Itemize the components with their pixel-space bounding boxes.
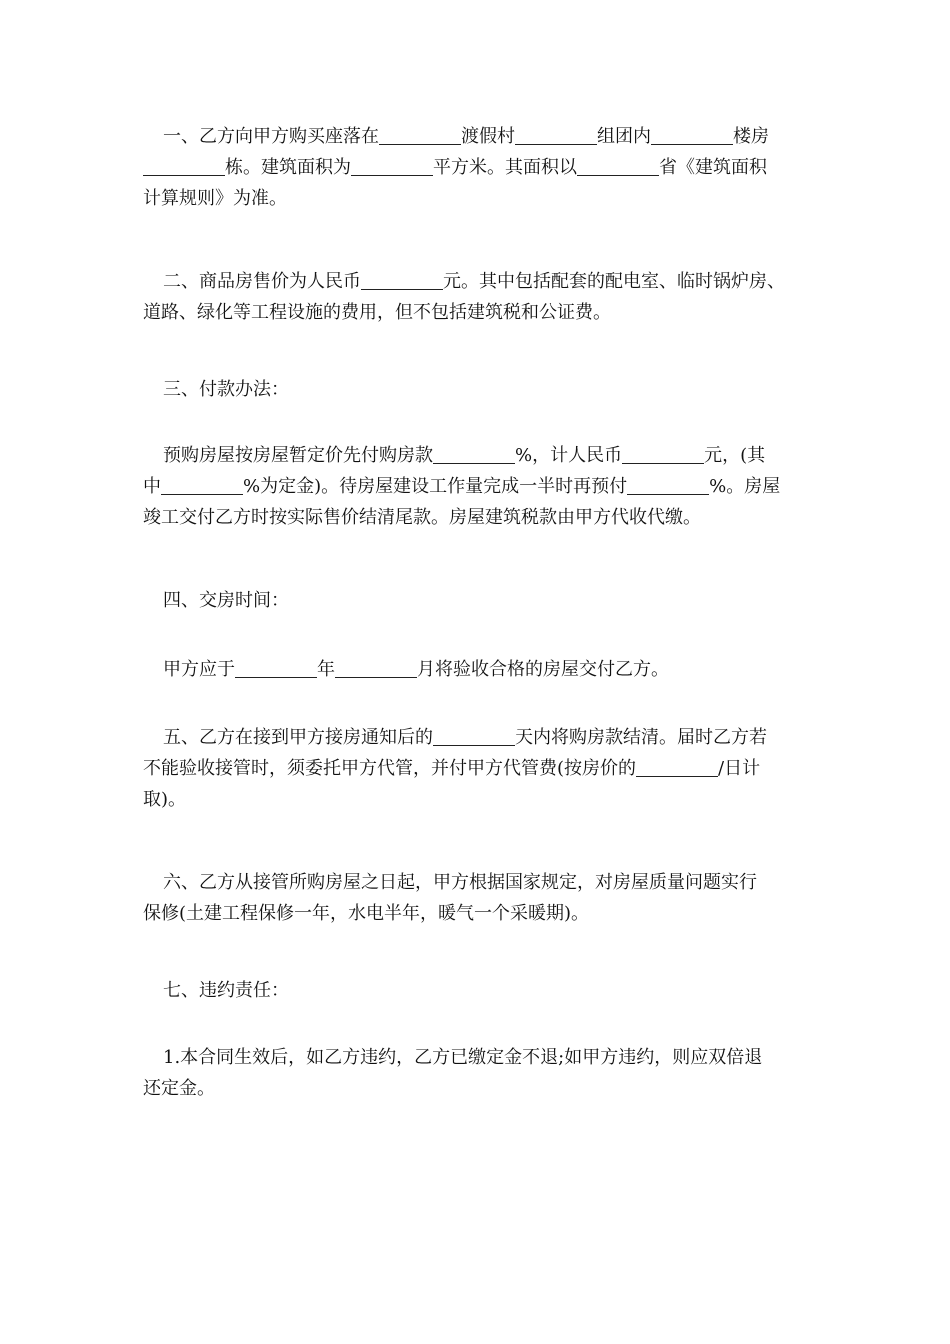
- text-line: 栋。建筑面积为 平方米。其面积以 省《建筑面积: [143, 152, 823, 183]
- fill-in-blank: [515, 126, 597, 145]
- fill-in-blank: [361, 271, 443, 290]
- fill-in-blank: [651, 126, 733, 145]
- text-line: 还定金。: [143, 1078, 215, 1099]
- clause-5-settlement: [143, 722, 823, 815]
- text-line: 二、商品房售价为人民币 元。其中包括配套的配电室、临时锅炉房、: [163, 271, 785, 292]
- text-line: 预购房屋按房屋暂定价先付购房款 %，计人民币 元，(其: [163, 445, 766, 466]
- text-line: 竣工交付乙方时按实际售价结清尾款。房屋建筑税款由甲方代收代缴。: [143, 507, 701, 528]
- clause-2-sale-price: [143, 266, 823, 328]
- text-line: 取)。: [143, 789, 187, 810]
- fill-in-blank: [622, 445, 704, 464]
- fill-in-blank: [379, 126, 461, 145]
- clause-1-purchase-property: [143, 121, 823, 214]
- fill-in-blank: [143, 157, 225, 176]
- fill-in-blank: [335, 659, 417, 678]
- fill-in-blank: [433, 445, 515, 464]
- text-line: 中 %为定金)。待房屋建设工作量完成一半时再预付 %。房屋: [143, 476, 781, 497]
- text-line: 六、乙方从接管所购房屋之日起，甲方根据国家规定，对房屋质量问题实行: [163, 872, 757, 893]
- text-line: 计算规则》为准。: [143, 188, 287, 209]
- fill-in-blank: [577, 157, 659, 176]
- text-line: 一、乙方向甲方购买座落在 渡假村 组团内 楼房: [163, 126, 769, 147]
- text-line: 保修(土建工程保修一年，水电半年，暖气一个采暖期)。: [143, 903, 590, 924]
- clause-7-heading-liability: [143, 975, 823, 1006]
- text-line: 甲方应于 年 月将验收合格的房屋交付乙方。: [163, 659, 669, 680]
- delivery-terms: [143, 654, 823, 685]
- clause-3-heading-payment: [143, 374, 823, 405]
- payment-terms: [143, 440, 823, 533]
- text-line: 五、乙方在接到甲方接房通知后的 天内将购房款结清。届时乙方若: [163, 727, 767, 748]
- fill-in-blank: [235, 659, 317, 678]
- section-heading: 四、交房时间：: [163, 590, 289, 611]
- fill-in-blank: [636, 758, 718, 777]
- fill-in-blank: [351, 157, 433, 176]
- text-line: 1.本合同生效后，如乙方违约，乙方已缴定金不退;如甲方违约，则应双倍退: [163, 1047, 763, 1068]
- clause-6-warranty: [143, 867, 823, 929]
- section-heading: 七、违约责任：: [163, 980, 289, 1001]
- fill-in-blank: [433, 727, 515, 746]
- liability-item-1: [143, 1042, 823, 1104]
- text-line: 道路、绿化等工程设施的费用，但不包括建筑税和公证费。: [143, 302, 611, 323]
- fill-in-blank: [627, 476, 709, 495]
- fill-in-blank: [161, 476, 243, 495]
- section-heading: 三、付款办法：: [163, 379, 289, 400]
- clause-4-heading-delivery-time: [143, 585, 823, 616]
- text-line: 不能验收接管时，须委托甲方代管，并付甲方代管费(按房价的 /日计: [143, 758, 761, 779]
